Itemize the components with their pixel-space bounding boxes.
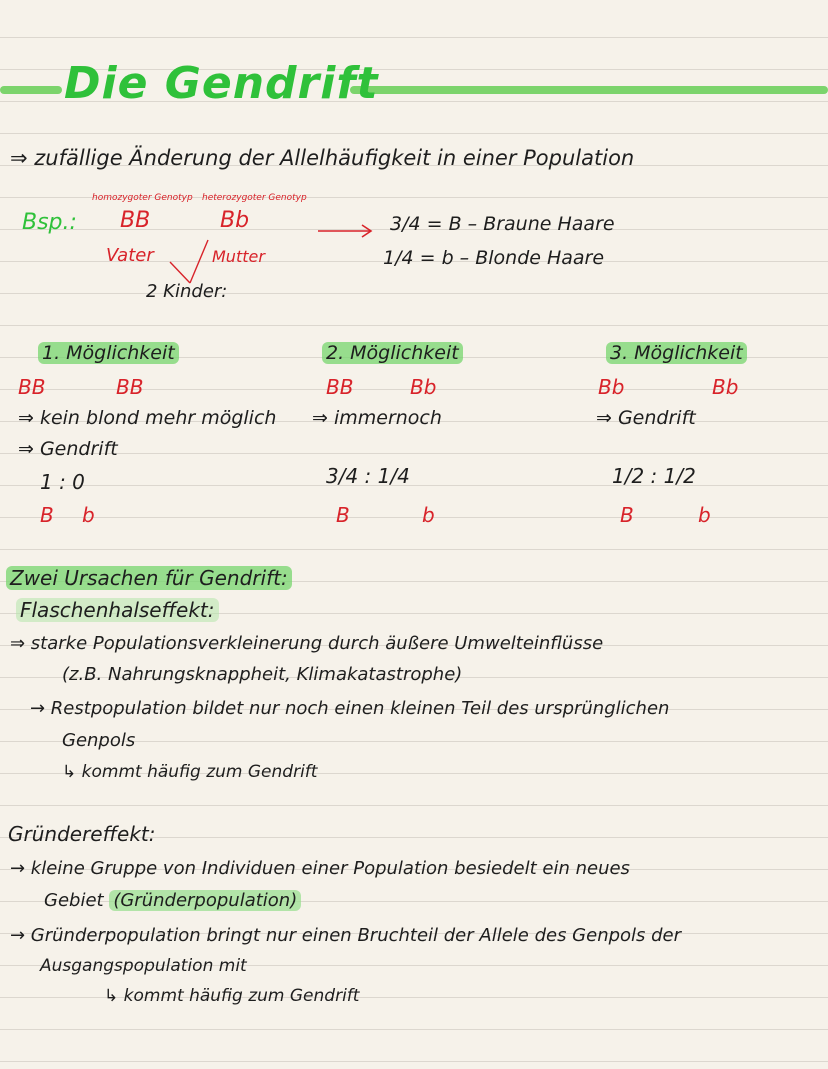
founder-line-2b: (Gründerpopulation): [109, 890, 301, 911]
p3-allele-2: b: [698, 503, 711, 527]
homo-label: homozygoter Genotyp: [92, 193, 193, 203]
p3-genotype-2: Bb: [712, 375, 739, 399]
children-label: 2 Kinder:: [146, 281, 228, 302]
founder-line-1: → kleine Gruppe von Individuen einer Population besiedelt ein neues: [10, 858, 630, 879]
possibility-1-heading: 1. Möglichkeit: [38, 342, 179, 364]
p3-note-1: ⇒ Gendrift: [596, 407, 696, 429]
p1-ratio: 1 : 0: [40, 470, 85, 494]
p2-genotype-1: BB: [326, 375, 354, 399]
founder-heading: Gründereffekt:: [8, 822, 156, 846]
p1-note-1: ⇒ kein blond mehr möglich: [18, 407, 277, 429]
ratio-brown: 3/4 = B – Braune Haare: [390, 213, 615, 235]
bottleneck-line-2: (z.B. Nahrungsknappheit, Klimakatastrophe): [62, 664, 463, 685]
p1-note-2: ⇒ Gendrift: [18, 438, 118, 460]
p1-allele-1: B: [40, 503, 54, 527]
definition: ⇒ zufällige Änderung der Allelhäufigkeit in einer Population: [10, 146, 635, 170]
bottleneck-line-4: Genpols: [62, 730, 136, 751]
mother-label: Mutter: [212, 247, 265, 266]
bottleneck-line-5: ↳ kommt häufig zum Gendrift: [62, 762, 318, 782]
cross-line-right: [190, 240, 208, 283]
father-genotype: BB: [120, 208, 151, 233]
p2-allele-2: b: [422, 503, 435, 527]
page-title: Die Gendrift: [64, 58, 379, 109]
cross-line-left: [170, 262, 190, 283]
causes-heading: Zwei Ursachen für Gendrift:: [6, 566, 292, 590]
p2-note-1: ⇒ immernoch: [312, 407, 442, 429]
hetero-label: heterozygoter Genotyp: [202, 193, 307, 203]
p2-genotype-2: Bb: [410, 375, 437, 399]
mother-genotype: Bb: [220, 208, 250, 233]
possibility-2-heading: 2. Möglichkeit: [322, 342, 463, 364]
p2-allele-1: B: [336, 503, 350, 527]
founder-line-3: → Gründerpopulation bringt nur einen Bruchteil der Allele des Genpols der: [10, 925, 682, 946]
ratio-blonde: 1/4 = b – Blonde Haare: [383, 247, 605, 269]
founder-line-2a: Gebiet: [44, 890, 104, 911]
founder-line-4: Ausgangspopulation mit: [40, 956, 247, 976]
bottleneck-line-1: ⇒ starke Populationsverkleinerung durch äußere Umwelteinflüsse: [10, 633, 604, 654]
father-label: Vater: [106, 245, 154, 266]
p1-allele-2: b: [82, 503, 95, 527]
example-prefix: Bsp.:: [22, 210, 77, 235]
p3-genotype-1: Bb: [598, 375, 625, 399]
p3-allele-1: B: [620, 503, 634, 527]
founder-line-5: ↳ kommt häufig zum Gendrift: [104, 986, 360, 1006]
p1-genotype-1: BB: [18, 375, 46, 399]
bottleneck-line-3: → Restpopulation bildet nur noch einen kleinen Teil des ursprünglichen: [30, 698, 670, 719]
p2-ratio: 3/4 : 1/4: [326, 464, 410, 488]
p1-genotype-2: BB: [116, 375, 144, 399]
bottleneck-heading: Flaschenhalseffekt:: [16, 598, 219, 622]
p3-ratio: 1/2 : 1/2: [612, 464, 696, 488]
possibility-3-heading: 3. Möglichkeit: [606, 342, 747, 364]
founder-line-2: [44, 890, 301, 911]
